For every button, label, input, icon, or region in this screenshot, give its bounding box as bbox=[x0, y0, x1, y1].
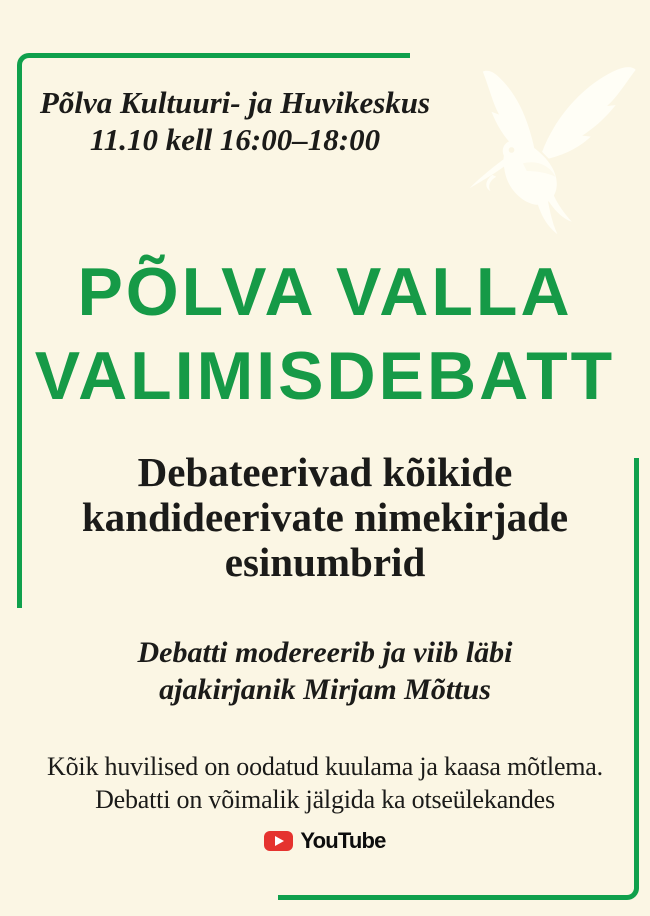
moderator-note bbox=[0, 634, 650, 708]
youtube-logo bbox=[0, 828, 650, 854]
youtube-play-icon bbox=[264, 831, 293, 851]
description-line-3: esinumbrid bbox=[224, 539, 426, 585]
description-line-2: kandideerivate nimekirjade bbox=[81, 494, 569, 540]
venue-block bbox=[20, 84, 450, 158]
event-datetime: 11.10 kell 16:00–18:00 bbox=[89, 122, 381, 157]
audience-line-2: Debatti on võimalik jälgida ka otseülekandes bbox=[95, 785, 555, 814]
youtube-wordmark: YouTube bbox=[300, 828, 386, 853]
title-line-1: PÕLVA VALLA bbox=[77, 254, 573, 330]
moderator-line-1: Debatti modereerib ja viib läbi bbox=[137, 636, 513, 669]
venue-name: Põlva Kultuuri- ja Huvikeskus bbox=[39, 85, 431, 120]
debate-description bbox=[0, 450, 650, 585]
audience-line-1: Kõik huvilised on oodatud kuulama ja kaasa mõtlema. bbox=[47, 752, 603, 781]
page-title bbox=[0, 250, 650, 418]
description-line-1: Debateerivad kõikide bbox=[137, 449, 513, 495]
hummingbird-icon bbox=[445, 64, 643, 236]
audience-note bbox=[0, 750, 650, 816]
play-triangle-icon bbox=[275, 836, 284, 846]
moderator-line-2: ajakirjanik Mirjam Mõttus bbox=[159, 673, 491, 706]
title-line-2: VALIMISDEBATT bbox=[34, 338, 616, 414]
